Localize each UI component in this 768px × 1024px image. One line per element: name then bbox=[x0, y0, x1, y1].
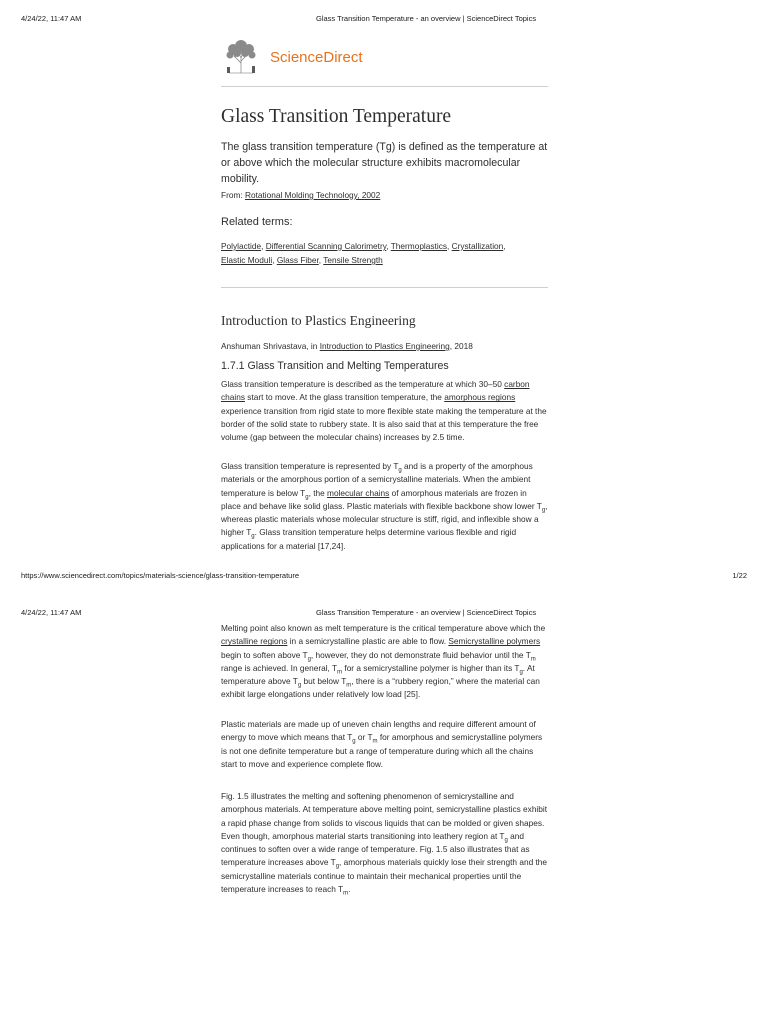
page-title: Glass Transition Temperature bbox=[221, 106, 452, 127]
related-terms-list: Polylactide, Differential Scanning Calorimetry, Thermoplastics, Crystallization, Elastic Moduli, Glass Fiber, Tensile Strength bbox=[221, 241, 506, 265]
semicrystalline-polymers-link[interactable]: Semicrystalline polymers bbox=[448, 636, 541, 647]
paragraph: Fig. 1.5 illustrates the melting and softening phenomenon of semicrystalline and amorphous materials. At temperature above melting point, semicrystalline plastics exhibit a rapid phase change from solids to viscous liquids that can be molded or given shapes. Even though, amorphous material starts transitioning into leathery region at $T_g$ and continues to soften over a wide range of temperature. Fig. 1.5 also illustrates that as temperature increases above $T_g$, amorphous materials quickly lose their strength and the semicrystalline materials continue to maintain their mechanical properties until the temperature increases to reach $T_m$. bbox=[221, 791, 548, 897]
definition-text: The glass transition temperature (Tg) is defined as the temperature at or above which the molecular structure exhibits macromolecular mobility. bbox=[221, 141, 548, 185]
print-header-datetime: 4/24/22, 11:47 AM bbox=[21, 608, 82, 617]
crystalline-regions-link[interactable]: crystalline regions bbox=[221, 636, 288, 647]
related-term-link[interactable]: Tensile Strength bbox=[323, 255, 383, 265]
subsection-heading: 1.7.1 Glass Transition and Melting Temperatures bbox=[221, 360, 449, 372]
related-term-link[interactable]: Differential Scanning Calorimetry bbox=[265, 241, 387, 251]
print-header-datetime: 4/24/22, 11:47 AM bbox=[21, 14, 82, 23]
print-footer-page: 1/22 bbox=[732, 571, 747, 580]
header-divider bbox=[221, 86, 548, 87]
paragraph: Melting point also known as melt temperature is the critical temperature above which the crystalline regions in a semicrystalline plastic are able to flow. Semicrystalline polymers begin to soften above $T_g$, however, they do not demonstrate fluid behavior until the $T_m$ range is achieved. In general, $T_m$ for a semicrystalline polymer is higher than its $T_g$. At temperature above $T_g$ but below $T_m$, there is a “rubbery region,” where the material can exhibit large elongations under relatively low load [25]. bbox=[221, 623, 546, 700]
brand-name: ScienceDirect bbox=[270, 48, 363, 66]
carbon-chains-link[interactable]: carbon chains bbox=[221, 379, 530, 403]
related-terms-heading: Related terms: bbox=[221, 216, 293, 228]
source-link[interactable]: Rotational Molding Technology, 2002 bbox=[244, 190, 381, 200]
paragraph: Plastic materials are made up of uneven chain lengths and require different amount of energy to move which means that $T_g$ or $T_m$ for amorphous and semicrystalline polymers is not one definite temperature but a range of temperature during which all the chains start to move and experience complete flow. bbox=[221, 719, 543, 769]
section-divider bbox=[221, 287, 548, 288]
related-term-link[interactable]: Thermoplastics bbox=[390, 241, 447, 251]
sciencedirect-logo[interactable] bbox=[221, 39, 363, 75]
section-title: Introduction to Plastics Engineering bbox=[221, 313, 416, 328]
section-byline bbox=[221, 341, 548, 351]
source-citation bbox=[221, 190, 548, 200]
amorphous-regions-link[interactable]: amorphous regions bbox=[444, 392, 516, 403]
related-term-link[interactable]: Elastic Moduli bbox=[221, 255, 273, 265]
print-header-title: Glass Transition Temperature - an overview | ScienceDirect Topics bbox=[316, 14, 537, 23]
related-term-link[interactable]: Polylactide bbox=[221, 241, 262, 251]
print-footer-url: https://www.sciencedirect.com/topics/materials-science/glass-transition-temperature bbox=[21, 571, 300, 580]
year-text: , 2018 bbox=[449, 341, 473, 351]
book-link[interactable]: Introduction to Plastics Engineering bbox=[319, 341, 450, 351]
paragraph: Glass transition temperature is represented by $T_g$ and is a property of the amorphous materials or the amorphous portion of a semicrystalline materials. When the ambient temperature is below $T_g$, the molecular chains of amorphous materials are frozen in place and behave like solid glass. Plastic materials with flexible backbone show lower $T_g$, whereas plastic materials whose molecular structure is stiff, rigid, and inflexible show a higher $T_g$. Glass transition temperature helps determine various flexible and rigid applications for a material [17,24]. bbox=[221, 461, 548, 551]
molecular-chains-link[interactable]: molecular chains bbox=[327, 487, 390, 498]
related-term-link[interactable]: Crystallization bbox=[451, 241, 504, 251]
print-header-title: Glass Transition Temperature - an overview | ScienceDirect Topics bbox=[316, 608, 537, 617]
related-term-link[interactable]: Glass Fiber bbox=[276, 255, 319, 265]
author-text: Anshuman Shrivastava, in bbox=[221, 341, 320, 351]
from-label: From: bbox=[221, 190, 245, 200]
paragraph: Glass transition temperature is described as the temperature at which 30–50 carbon chains start to move. At the glass transition temperature, the amorphous regions experience transition from rigid state to more flexible state making the temperature at the border of the solid state to rubbery state. It is also said that at this temperature the free volume (gap between the molecular chains) increases by 2.5 time. bbox=[221, 379, 547, 443]
elsevier-tree-icon bbox=[221, 39, 261, 75]
